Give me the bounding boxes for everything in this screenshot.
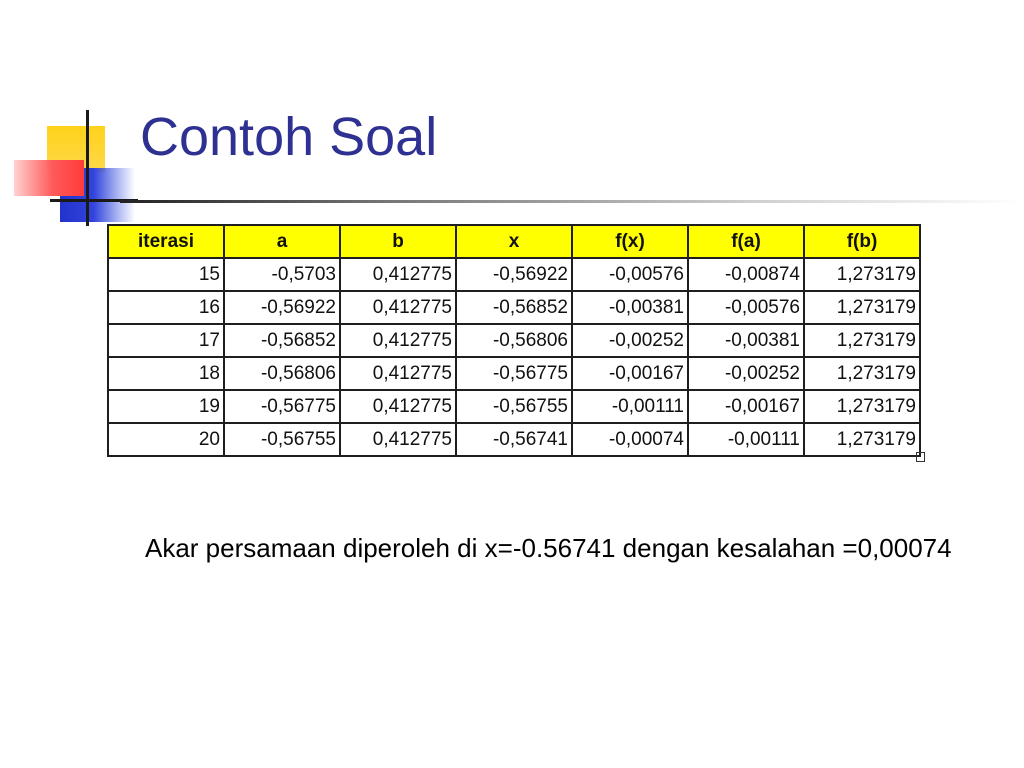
cell-iterasi: 17 — [108, 324, 224, 357]
header-fa: f(a) — [688, 225, 804, 258]
table-row — [108, 258, 920, 291]
cell-x: -0,56775 — [456, 357, 572, 390]
cell-a: -0,56922 — [224, 291, 340, 324]
header-fb: f(b) — [804, 225, 920, 258]
table-row — [108, 423, 920, 456]
slide-title: Contoh Soal — [140, 107, 438, 167]
cell-fb: 1,273179 — [804, 324, 920, 357]
cell-iterasi: 19 — [108, 390, 224, 423]
cell-fb: 1,273179 — [804, 291, 920, 324]
cell-fx: -0,00252 — [572, 324, 688, 357]
cell-a: -0,56755 — [224, 423, 340, 456]
cell-iterasi: 20 — [108, 423, 224, 456]
table-row — [108, 324, 920, 357]
table-row — [108, 390, 920, 423]
cell-a: -0,56806 — [224, 357, 340, 390]
cell-b: 0,412775 — [340, 390, 456, 423]
cell-fa: -0,00874 — [688, 258, 804, 291]
cell-fa: -0,00252 — [688, 357, 804, 390]
title-rule — [120, 200, 1024, 203]
cell-b: 0,412775 — [340, 423, 456, 456]
header-x: x — [456, 225, 572, 258]
cell-fb: 1,273179 — [804, 423, 920, 456]
cell-iterasi: 16 — [108, 291, 224, 324]
cell-fx: -0,00111 — [572, 390, 688, 423]
cell-fb: 1,273179 — [804, 390, 920, 423]
cell-x: -0,56741 — [456, 423, 572, 456]
cell-a: -0,56775 — [224, 390, 340, 423]
cell-a: -0,5703 — [224, 258, 340, 291]
cell-fb: 1,273179 — [804, 357, 920, 390]
cell-fx: -0,00167 — [572, 357, 688, 390]
cell-x: -0,56755 — [456, 390, 572, 423]
logo-red-square — [14, 160, 84, 196]
table-resize-handle — [916, 452, 925, 462]
cell-fa: -0,00381 — [688, 324, 804, 357]
cell-x: -0,56852 — [456, 291, 572, 324]
cell-fx: -0,00074 — [572, 423, 688, 456]
table-row — [108, 357, 920, 390]
cell-x: -0,56806 — [456, 324, 572, 357]
logo-vertical-line — [86, 110, 89, 226]
header-iterasi: iterasi — [108, 225, 224, 258]
conclusion-text: Akar persamaan diperoleh di x=-0.56741 dengan kesalahan =0,00074 — [145, 533, 952, 563]
cell-iterasi: 18 — [108, 357, 224, 390]
cell-fx: -0,00381 — [572, 291, 688, 324]
header-fx: f(x) — [572, 225, 688, 258]
cell-b: 0,412775 — [340, 258, 456, 291]
iteration-table — [107, 224, 921, 457]
cell-fa: -0,00576 — [688, 291, 804, 324]
table-header-row — [108, 225, 920, 258]
cell-b: 0,412775 — [340, 324, 456, 357]
cell-fb: 1,273179 — [804, 258, 920, 291]
cell-b: 0,412775 — [340, 357, 456, 390]
header-a: a — [224, 225, 340, 258]
cell-fa: -0,00167 — [688, 390, 804, 423]
cell-a: -0,56852 — [224, 324, 340, 357]
cell-fx: -0,00576 — [572, 258, 688, 291]
cell-x: -0,56922 — [456, 258, 572, 291]
cell-fa: -0,00111 — [688, 423, 804, 456]
header-b: b — [340, 225, 456, 258]
table-row — [108, 291, 920, 324]
cell-iterasi: 15 — [108, 258, 224, 291]
cell-b: 0,412775 — [340, 291, 456, 324]
